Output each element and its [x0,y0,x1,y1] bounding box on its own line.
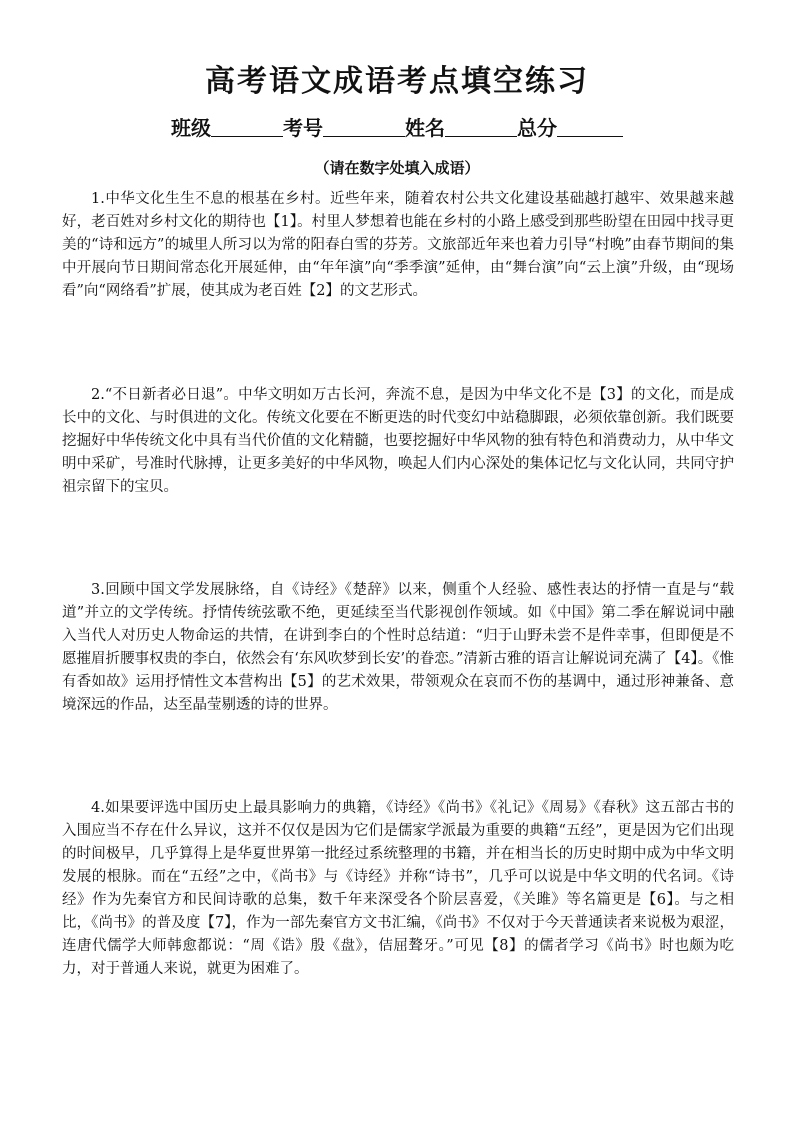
exam-number-blank[interactable] [323,114,405,137]
student-info-row [0,114,794,142]
instruction: （请在数字处填入成语） [314,159,480,177]
passage-1: 1.中华文化生生不息的根基在乡村。近些年来，随着农村公共文化建设基础越打越牢、效果越来越好，老百姓对乡村文化的期待也【1】。村里人梦想着也能在乡村的小路上感受到那些盼望在田园中找寻更美的“诗和远方”的城里人所习以为常的阳春白雪的芬芳。文旅部近年来也着力引导“村晚”由春节期间的集中开展向节日期间常态化开展延伸，由“年年演”向“季季演”延伸，由“舞台演”向“云上演”升级，由“现场看”向“网络看”扩展，使其成为老百姓【2】的文艺形式。 [62,191,734,299]
score-label: 总分 [517,116,557,140]
name-blank[interactable] [445,114,517,137]
class-label: 班级 [171,116,211,140]
exam-number-label: 考号 [283,116,323,140]
page-title: 高考语文成语考点填空练习 [205,64,589,99]
class-blank[interactable] [211,114,283,137]
passage-2: 2.“不日新者必日退”。中华文明如万古长河，奔流不息，是因为中华文化不是【3】的文化，而是成长中的文化、与时俱进的文化。传统文化要在不断更迭的时代变幻中站稳脚跟，必须依靠创新。我们既要挖掘好中华传统文化中具有当代价值的文化精髓，也要挖掘好中华风物的独有特色和消费动力，从中华文明中采矿，号准时代脉搏，让更多美好的中华风物，唤起人们内心深处的集体记忆与文化认同，共同守护祖宗留下的宝贝。 [62,387,734,495]
name-label: 姓名 [405,116,445,140]
score-blank[interactable] [557,114,623,137]
passage-4: 4.如果要评选中国历史上最具影响力的典籍，《诗经》《尚书》《礼记》《周易》《春秋》这五部古书的入围应当不存在什么异议，这并不仅仅是因为它们是儒家学派最为重要的典籍“五经”，更是因为它们出现的时间极早，几乎算得上是华夏世界第一批经过系统整理的书籍，并在相当长的历史时期中成为中华文明发展的根脉。而在“五经”之中，《尚书》与《诗经》并称“诗书”，几乎可以说是中华文明的代名词。《诗经》作为先秦官方和民间诗歌的总集，数千年来深受各个阶层喜爱，《关雎》等名篇更是【6】。与之相比，《尚书》的普及度【7】，作为一部先秦官方文书汇编，《尚书》不仅对于今天普通读者来说极为艰涩，连唐代儒学大师韩愈都说：“周《诰》殷《盘》，佶屈聱牙。”可见【8】的儒者学习《尚书》时也颇为吃力，对于普通人来说，就更为困难了。 [62,800,734,977]
passage-3: 3.回顾中国文学发展脉络，自《诗经》《楚辞》以来，侧重个人经验、感性表达的抒情一直是与“载道”并立的文学传统。抒情传统弦歌不绝，更延续至当代影视创作领域。如《中国》第二季在解说词中融入当代人对历史人物命运的共情，在讲到李白的个性时总结道：“归于山野未尝不是件幸事，但即便是不愿摧眉折腰事权贵的李白，依然会有‘东风吹梦到长安’的眷恋。”清新古雅的语言让解说词充满了【4】。《惟有香如故》运用抒情性文本营构出【5】的艺术效果，带领观众在哀而不伤的基调中，通过形神兼备、意境深远的作品，达至晶莹剔透的诗的世界。 [62,582,734,713]
